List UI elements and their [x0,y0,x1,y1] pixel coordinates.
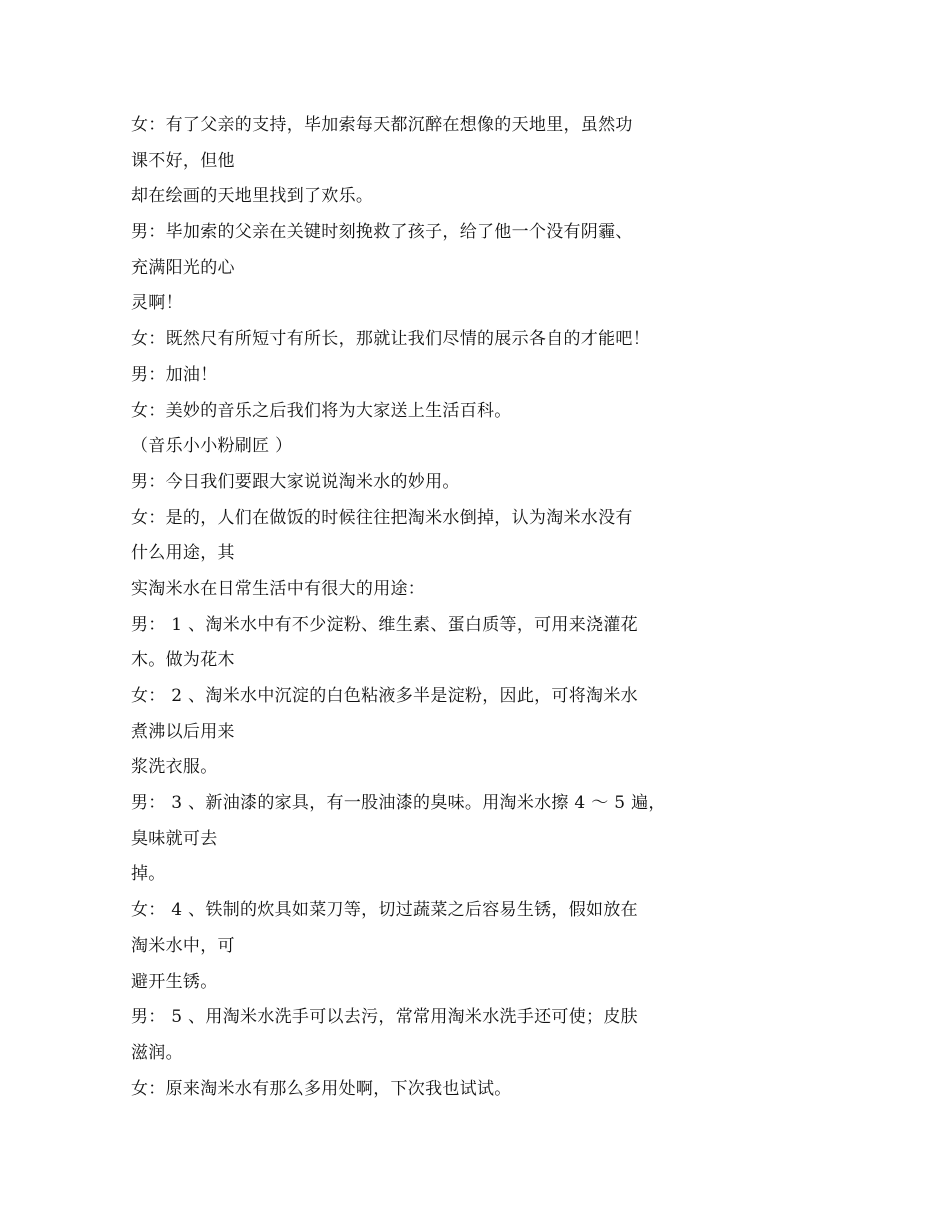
text-line: 女：原来淘米水有那么多用处啊，下次我也试试。 [131,1078,512,1099]
text-line: 淘米水中，可 [131,935,235,956]
text-line: （音乐小小粉刷匠 ） [131,436,293,457]
text-line: 煮沸以后用来 [131,721,235,742]
text-line: 避开生锈。 [131,971,218,992]
text-line: 女：美妙的音乐之后我们将为大家送上生活百科。 [131,400,512,421]
text-line: 木。做为花木 [131,650,235,671]
text-line: 实淘米水在日常生活中有很大的用途： [131,578,426,599]
text-line: 滋润。 [131,1042,183,1063]
document-body [131,108,691,1107]
text-line: 男：毕加索的父亲在关键时刻挽救了孩子，给了他一个没有阴霾、 [131,222,633,243]
text-line: 男：今日我们要跟大家说说淘米水的妙用。 [131,471,460,492]
text-line: 臭味就可去 [131,828,218,849]
text-line: 什么用途，其 [131,543,235,564]
text-line: 男： 5 、用淘米水洗手可以去污，常常用淘米水洗手还可使；皮肤 [131,1007,638,1028]
text-line: 男： 3 、新油漆的家具，有一股油漆的臭味。用淘米水擦 4 ～ 5 遍， [131,793,666,814]
text-line: 男： 1 、淘米水中有不少淀粉、维生素、蛋白质等，可用来浇灌花 [131,614,638,635]
text-line: 灵啊！ [131,293,183,314]
text-line: 女： 2 、淘米水中沉淀的白色粘液多半是淀粉，因此，可将淘米水 [131,686,638,706]
text-line: 女：既然尺有所短寸有所长，那就让我们尽情的展示各自的才能吧！ [131,329,650,350]
text-line: 女：是的，人们在做饭的时候往往把淘米水倒掉，认为淘米水没有 [131,507,633,528]
text-line: 女：有了父亲的支持，毕加索每天都沉醉在想像的天地里，虽然功 [131,115,633,135]
text-line: 掉。 [131,864,166,885]
text-line: 浆洗衣服。 [131,757,218,778]
text-line: 男：加油！ [131,364,218,385]
text-line: 课不好，但他 [131,150,235,171]
text-line: 却在绘画的天地里找到了欢乐。 [131,186,374,207]
text-line: 充满阳光的心 [131,257,235,278]
text-line: 女： 4 、铁制的炊具如菜刀等，切过蔬菜之后容易生锈，假如放在 [131,900,638,921]
